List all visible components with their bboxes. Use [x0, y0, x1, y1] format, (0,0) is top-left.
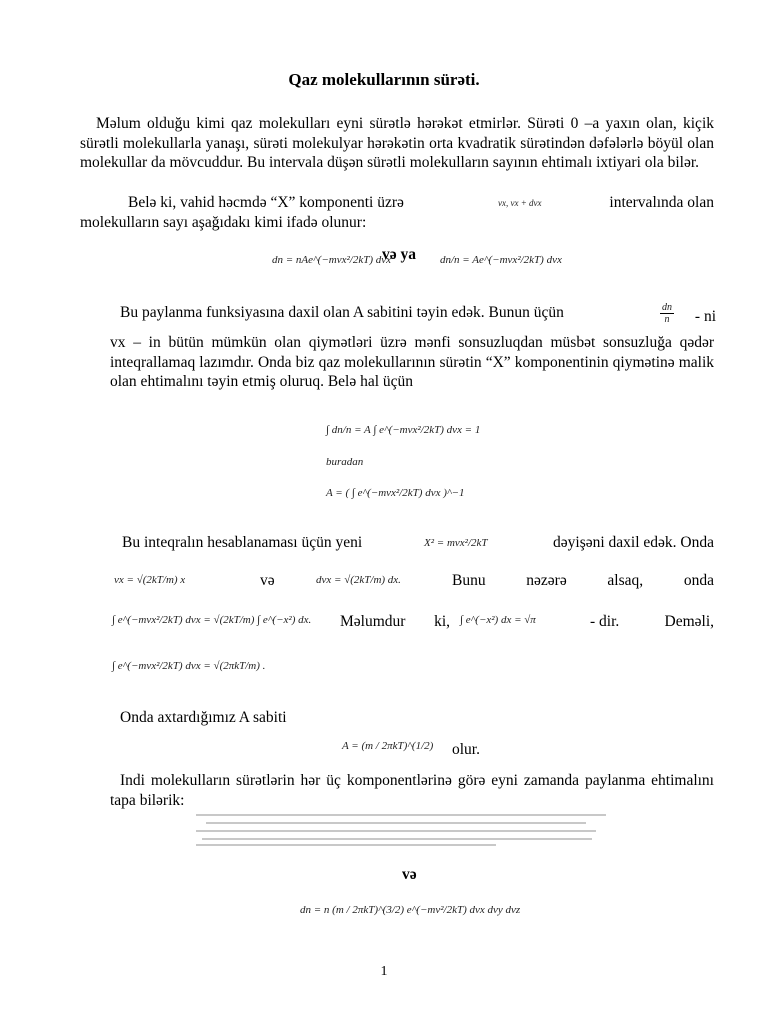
paragraph-intro: Məlum olduğu kimi qaz molekulları eyni sürətlə hərəkət etmirlər. Sürəti 0 –a yaxın olan, kiçik sürətli molekullarla yanaşı, sürəti molekulyar hərəkətin orta kvadratik sürətindən dəfələrlə böyül olan molekullar da mövcuddur. Bu intervala düşən sürətli molekulların sayının ehtimalı ixtiyari ola bilər. [80, 115, 714, 171]
formula-dn: dn = nAe^(−mvx²/2kT) dvx [272, 254, 391, 266]
paragraph-volume-line2 [80, 213, 684, 233]
paragraph-distribution-text-b: - ni [694, 308, 716, 325]
text-demeli: Deməli, [664, 613, 714, 630]
text-olur: olur. [452, 741, 480, 758]
paragraph-volume-line1b [584, 193, 714, 213]
page-title: Qaz molekullarının sürəti. [288, 70, 480, 89]
text-melumdur: Məlumdur [340, 613, 406, 630]
paragraph-constant [120, 708, 520, 728]
paragraph-integral-line2 [452, 571, 714, 591]
label-ve-2 [260, 571, 300, 591]
text-alsaq: alsaq, [607, 572, 644, 589]
paragraph-3d-distribution: Indi molekulların sürətlərin hər üç komponentlərinə görə eyni zamanda paylanma ehtimalını tapa bilərik: [110, 772, 714, 809]
text-ve: və [260, 572, 275, 589]
formula-integral-normalization: ∫ dn/n = A ∫ e^(−mvx²/2kT) dvx = 1 [326, 424, 481, 436]
formula-X-substitution: X² = mvx²/2kT [424, 537, 488, 549]
formula-A-result: A = (m / 2πkT)^(1/2) [342, 740, 434, 752]
formula-dn-n-inline [660, 302, 674, 325]
paragraph-integral-text-a: Bu inteqralın hesablanaması üçün yeni [122, 534, 363, 551]
paragraph-distribution-ni [686, 307, 716, 327]
text-bunu: Bunu [452, 572, 486, 589]
formula-dvx-substitution: dvx = √(2kT/m) dx. [316, 574, 401, 586]
fraction-dn-n: $\frac{dn}{n}$ [662, 302, 672, 325]
text-onda: onda [683, 572, 714, 589]
formula-A-inverse: A = ( ∫ e^(−mvx²/2kT) dvx )^−1 [326, 487, 465, 499]
paragraph-integral-text-b: dəyişəni daxil edək. Onda [553, 534, 714, 551]
paragraph-distribution-line1 [120, 303, 660, 323]
formula-dn-3d: dn = n (m / 2πkT)^(3/2) e^(−mv²/2kT) dvx dvy dvz [300, 904, 521, 916]
paragraph-integral-line1 [122, 533, 422, 553]
paragraph-volume-text-a: Belə ki, vahid həcmdə “X” komponenti üzrə [128, 194, 404, 211]
text-nezere: nəzərə [526, 572, 567, 589]
paragraph-integral-line3a [340, 612, 450, 632]
paragraph-constant-text: Onda axtardığımız A sabiti [120, 709, 287, 726]
paragraph-volume-text-c: molekulların sayı aşağıdakı kimi ifadə olunur: [80, 214, 367, 231]
formula-vx-substitution: vx = √(2kT/m) x [114, 574, 186, 586]
formula-interval: vx, vx + dvx [498, 198, 542, 208]
blurred-formula [196, 808, 616, 848]
formula-integral-transform: ∫ e^(−mvx²/2kT) dvx = √(2kT/m) ∫ e^(−x²) dx. [112, 614, 312, 626]
text-ki: ki, [434, 613, 450, 630]
paragraph-constant-olur [452, 740, 512, 760]
paragraph-volume-text-b: intervalında olan [609, 194, 714, 211]
formula-integral-result: ∫ e^(−mvx²/2kT) dvx = √(2πkT/m) . [112, 660, 266, 672]
label-ve-3: və [402, 866, 417, 883]
paragraph-distribution-body: vx – in bütün mümkün olan qiymətləri üzrə mənfi sonsuzluqdan müsbət sonsuzluğa qədər inteqrallamaq lazımdır. Onda biz qaz molekullarının sürətin “X” komponentinin qiymətinə malik olan ehtimalını təyin etmiş oluruq. Belə hal üçün [110, 334, 714, 390]
page-number: 1 [380, 964, 388, 979]
formula-buradan: buradan [326, 456, 364, 468]
paragraph-distribution-text-a: Bu paylanma funksiyasına daxil olan A sabitini təyin edək. Bunun üçün [120, 304, 564, 321]
text-dir: - dir. [590, 613, 620, 630]
formula-gauss-integral: ∫ e^(−x²) dx = √π [460, 614, 536, 626]
label-ve-ya: və ya [382, 246, 417, 263]
formula-dn-over-n: dn/n = Ae^(−mvx²/2kT) dvx [440, 254, 562, 266]
paragraph-integral-line1b [518, 533, 714, 553]
paragraph-integral-line3b [590, 612, 714, 632]
